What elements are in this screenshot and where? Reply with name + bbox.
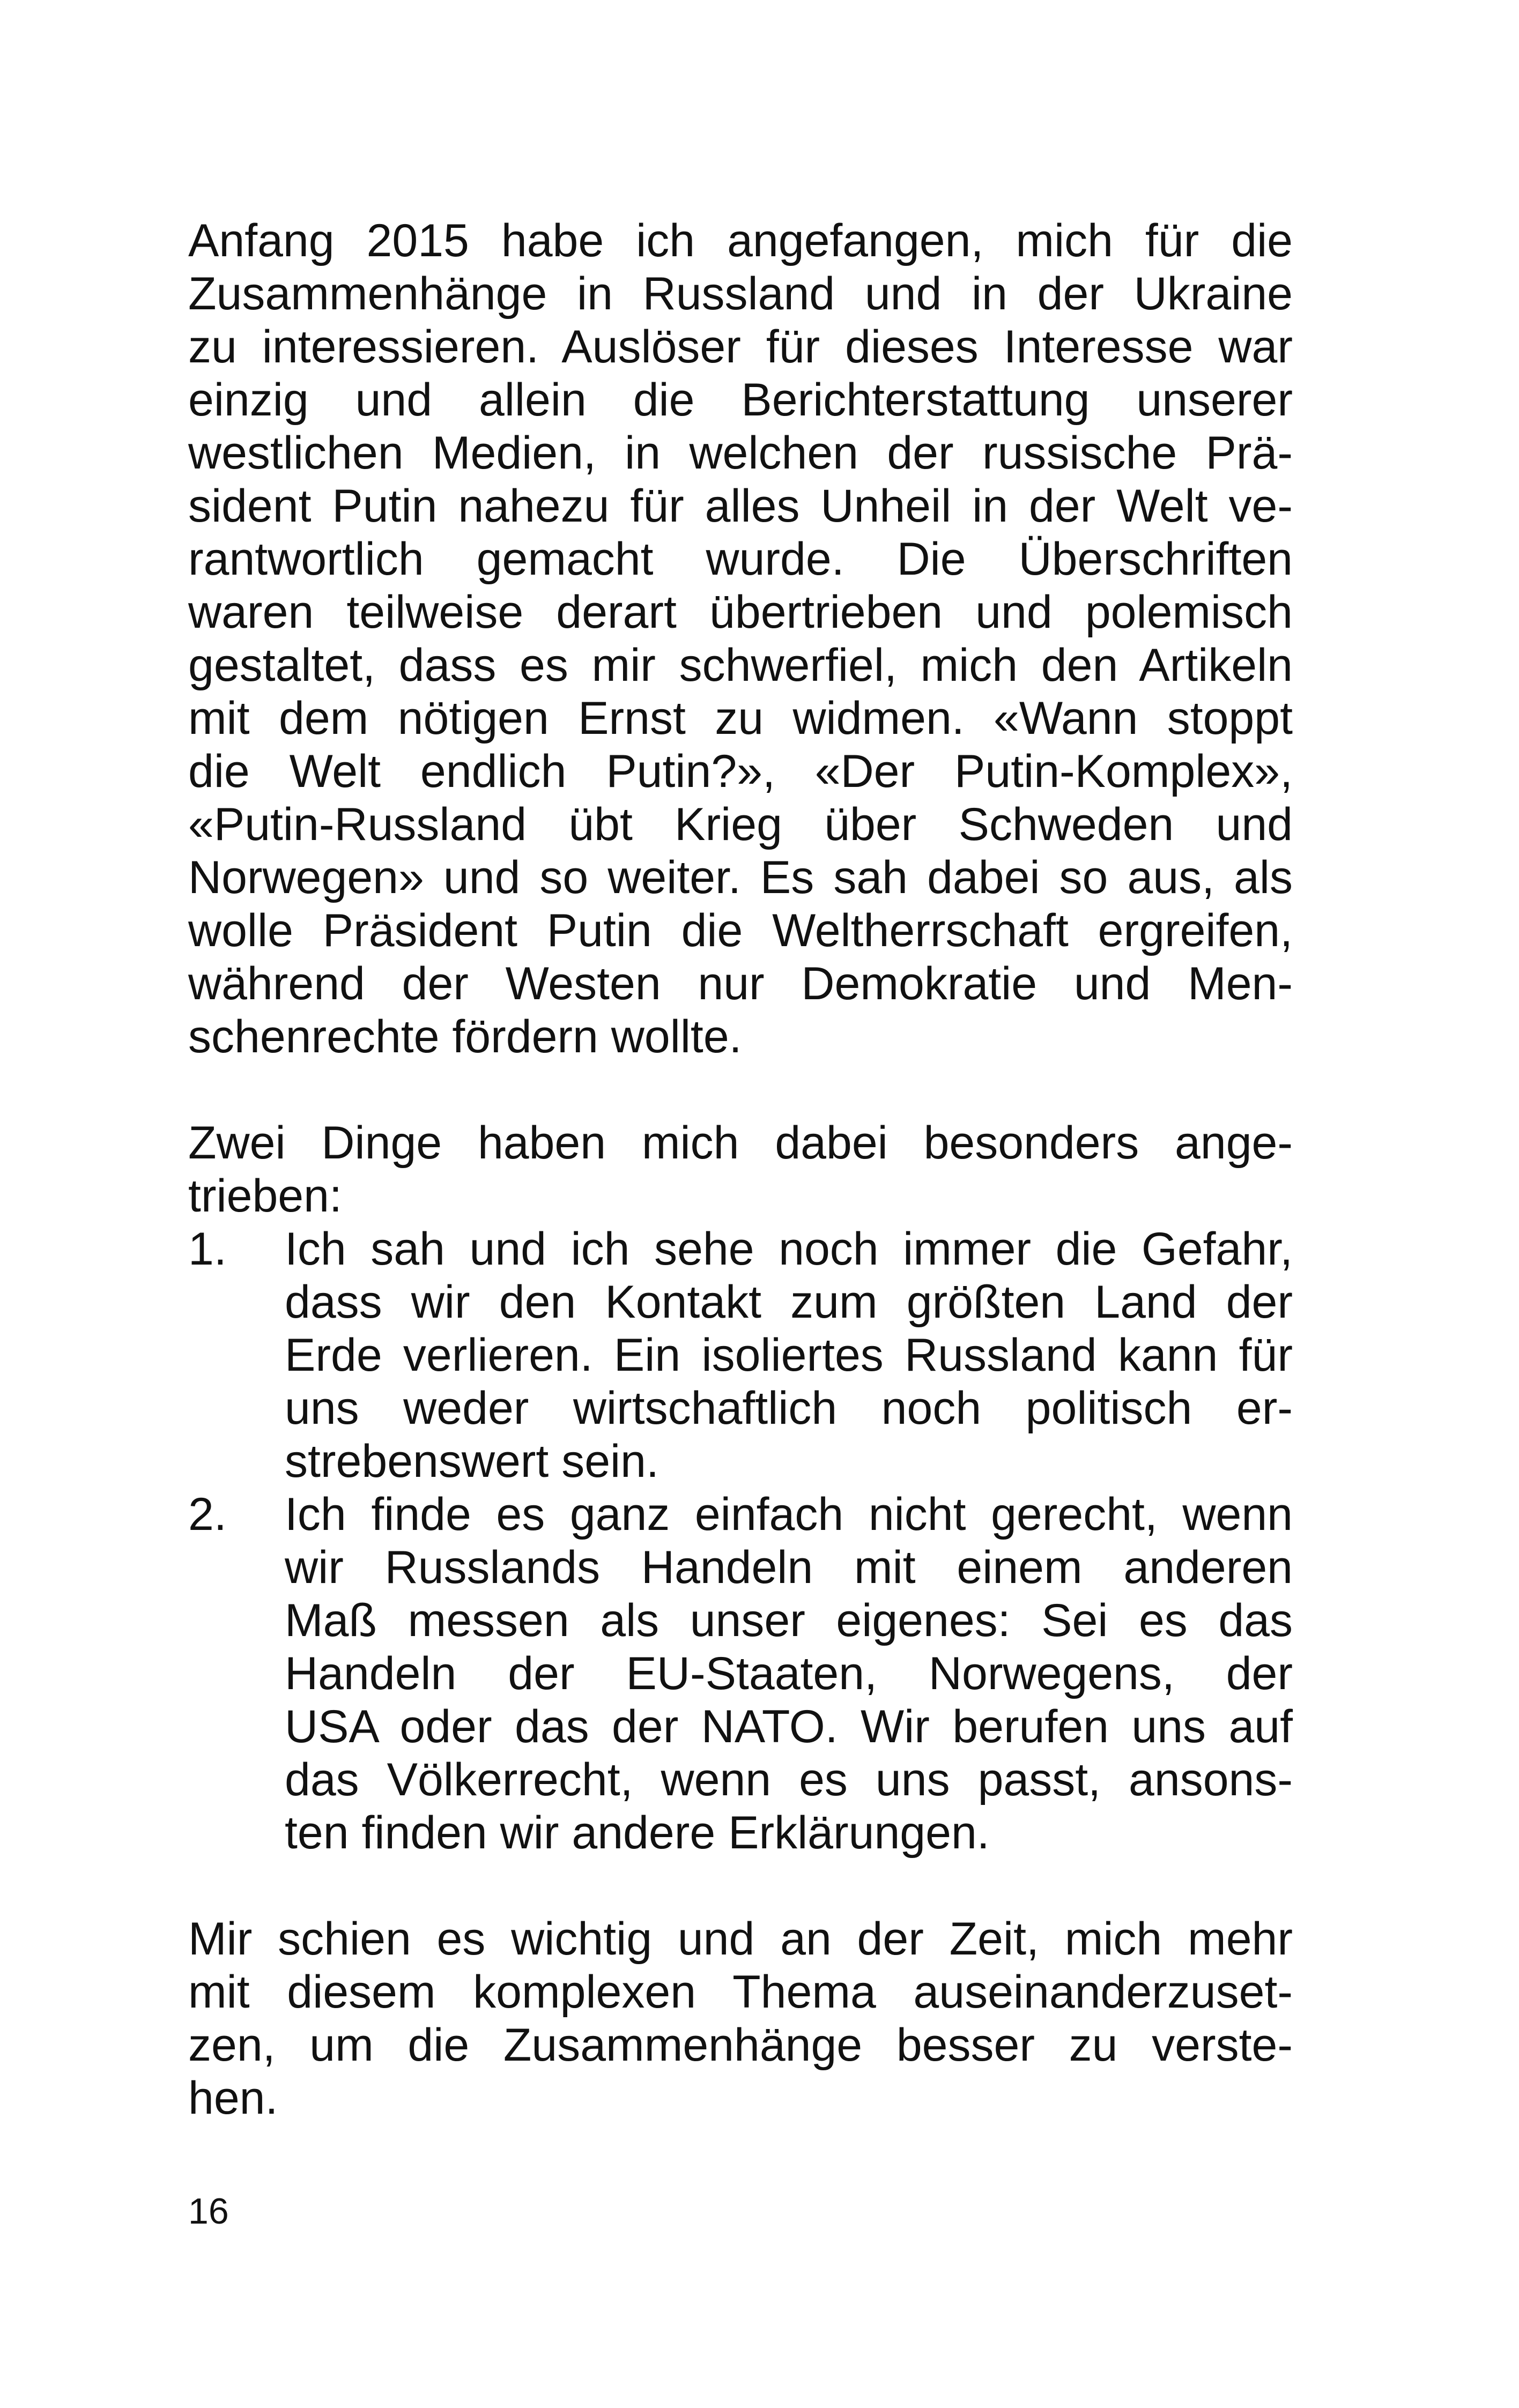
paragraph-2 (188, 1117, 1293, 1223)
text-line: Maß messen als unser eigenes: Sei es das (285, 1595, 1293, 1646)
text-line: Ich sah und ich sehe noch immer die Gefahr, (285, 1223, 1293, 1275)
text-line: mit dem nötigen Ernst zu widmen. «Wann stoppt (188, 693, 1293, 744)
list-number: 1. (188, 1223, 227, 1275)
list-item (188, 1223, 1293, 1488)
text-line: Anfang 2015 habe ich angefangen, mich für die (188, 215, 1293, 266)
text-line: uns weder wirtschaftlich noch politisch er- (285, 1383, 1293, 1434)
text-line: zu interessieren. Auslöser für dieses Interesse war (188, 321, 1293, 373)
paragraph-1 (188, 214, 1293, 1064)
text-line: waren teilweise derart übertrieben und polemisch (188, 586, 1293, 638)
text-line: während der Westen nur Demokratie und Men- (188, 958, 1293, 1009)
text-line: Norwegen» und so weiter. Es sah dabei so aus, als (188, 852, 1293, 903)
text-line: schenrechte fördern wollte. (188, 1011, 742, 1062)
paragraph-gap (188, 1860, 1293, 1913)
text-line: «Putin-Russland übt Krieg über Schweden und (188, 799, 1293, 850)
text-line: Mir schien es wichtig und an der Zeit, mich mehr (188, 1913, 1293, 1965)
text-line: das Völkerrecht, wenn es uns passt, ansons- (285, 1754, 1293, 1805)
text-line: rantwortlich gemacht wurde. Die Überschriften (188, 533, 1293, 585)
text-line: mit diesem komplexen Thema auseinanderzuset- (188, 1966, 1293, 2018)
text-line: sident Putin nahezu für alles Unheil in der Welt ve- (188, 480, 1293, 532)
list-item (188, 1488, 1293, 1860)
text-line: Handeln der EU-Staaten, Norwegens, der (285, 1648, 1293, 1699)
text-line: westlichen Medien, in welchen der russische Prä- (188, 427, 1293, 479)
text-line: wir Russlands Handeln mit einem anderen (285, 1542, 1293, 1593)
paragraph-3 (188, 1913, 1293, 2125)
text-line: die Welt endlich Putin?», «Der Putin-Komplex», (188, 746, 1293, 797)
page-body (188, 214, 1293, 2125)
page-number: 16 (188, 2191, 229, 2232)
text-line: Zusammenhänge in Russland und in der Ukraine (188, 268, 1293, 319)
text-line: ten finden wir andere Erklärungen. (285, 1807, 990, 1859)
text-line: USA oder das der NATO. Wir berufen uns auf (285, 1701, 1293, 1752)
text-line: einzig und allein die Berichterstattung unserer (188, 374, 1293, 426)
numbered-list (188, 1223, 1293, 1860)
text-line: gestaltet, dass es mir schwerfiel, mich den Artikeln (188, 640, 1293, 691)
text-line: strebenswert sein. (285, 1436, 659, 1487)
text-line: hen. (188, 2072, 278, 2124)
text-line: dass wir den Kontakt zum größten Land der (285, 1276, 1293, 1328)
text-line: Erde verlieren. Ein isoliertes Russland kann für (285, 1329, 1293, 1381)
text-line: Ich finde es ganz einfach nicht gerecht, wenn (285, 1489, 1293, 1540)
paragraph-gap (188, 1064, 1293, 1117)
text-line: wolle Präsident Putin die Weltherrschaft ergreifen, (188, 905, 1293, 956)
text-line: trieben: (188, 1170, 342, 1222)
text-line: zen, um die Zusammenhänge besser zu verste- (188, 2019, 1293, 2071)
text-line: Zwei Dinge haben mich dabei besonders ange- (188, 1117, 1293, 1169)
list-number: 2. (188, 1489, 227, 1540)
